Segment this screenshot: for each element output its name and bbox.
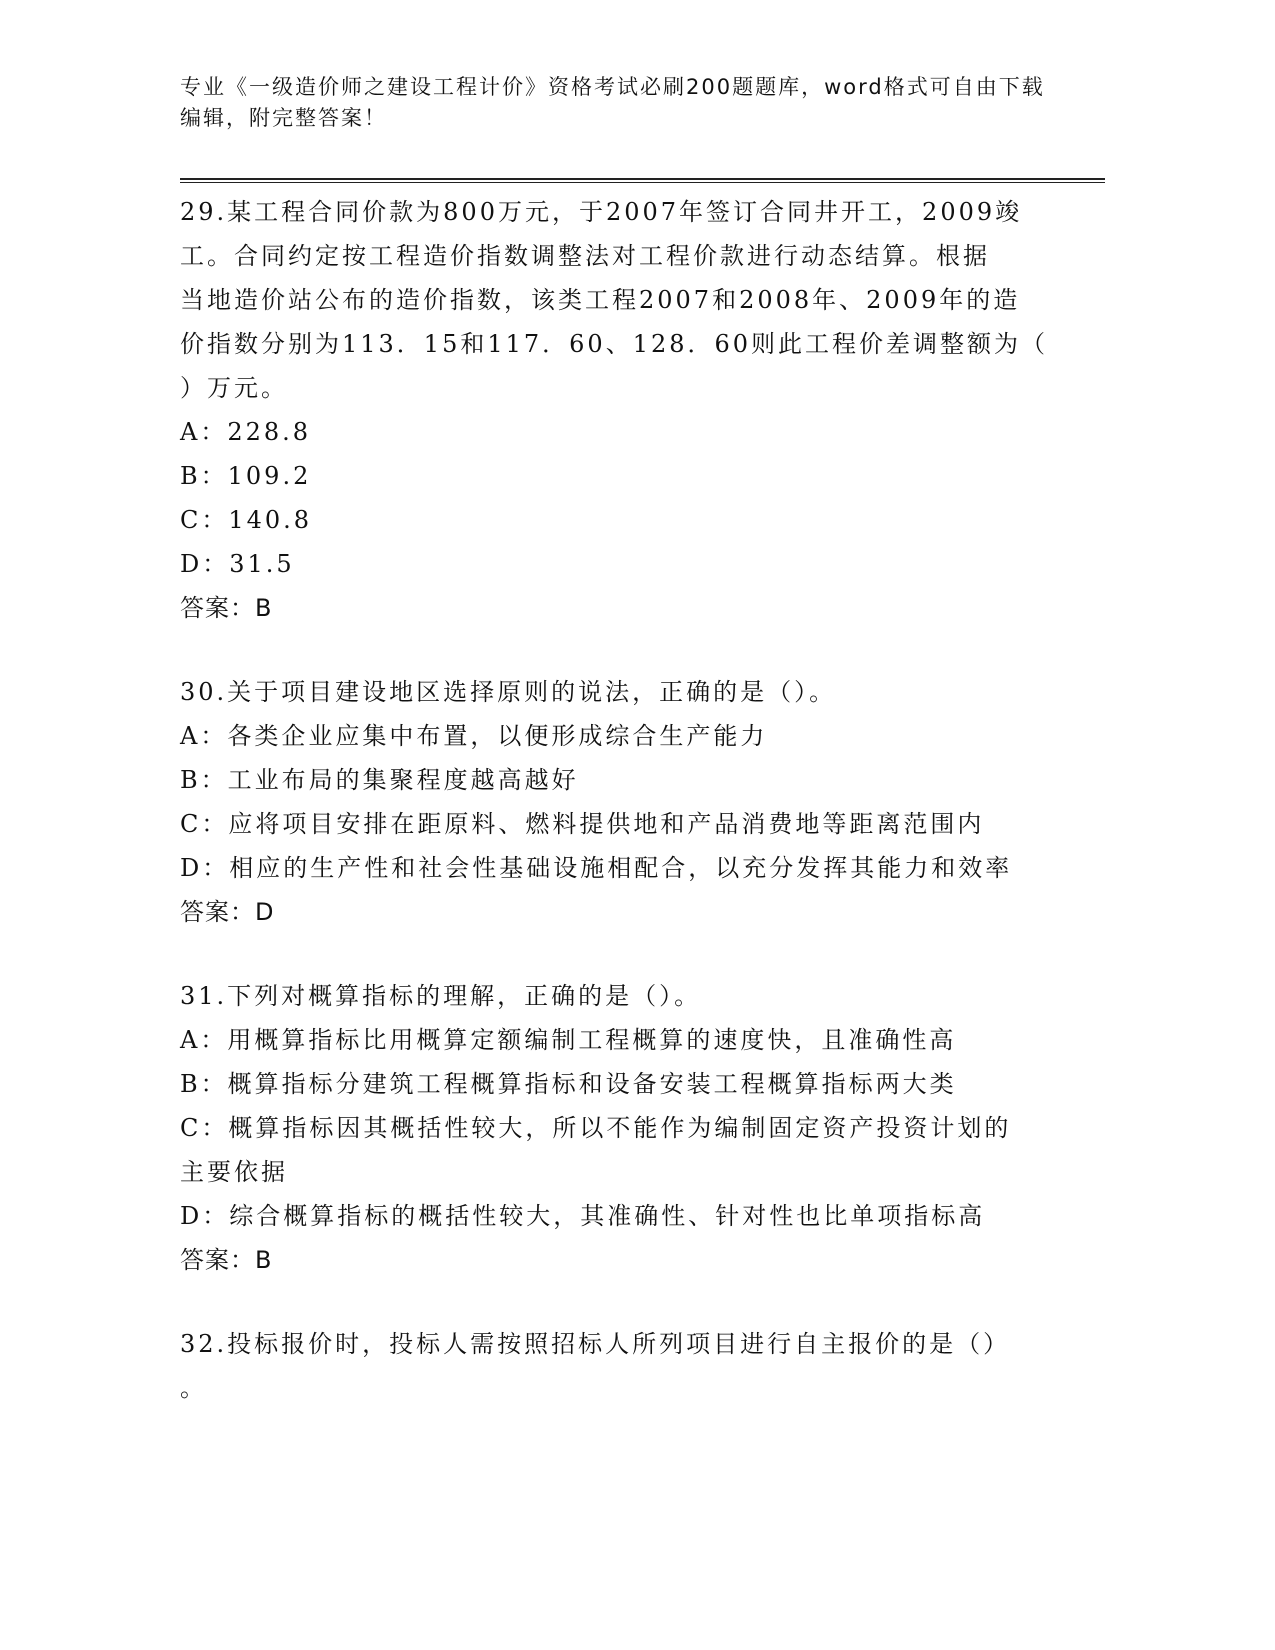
- question-29: [180, 190, 1060, 630]
- option-c: C：概算指标因其概括性较大，所以不能作为编制固定资产投资计划的: [180, 1114, 1012, 1142]
- option-b: B：109.2: [180, 462, 312, 490]
- question-32: [180, 1322, 1060, 1410]
- answer-label: 答案：D: [180, 898, 275, 926]
- answer-label: 答案：B: [180, 594, 273, 622]
- question-stem-line: ）万元。: [180, 374, 288, 402]
- option-c-continued: 主要依据: [180, 1158, 288, 1186]
- option-a: A：228.8: [180, 418, 312, 446]
- question-stem-line: 29.某工程合同价款为800万元，于2007年签订合同井开工，2009竣: [180, 198, 1023, 226]
- question-31: [180, 974, 1060, 1282]
- question-stem-line: 价指数分别为113．15和117．60、128．60则此工程价差调整额为（: [180, 330, 1049, 358]
- answer-label: 答案：B: [180, 1246, 273, 1274]
- question-stem-line: 。: [180, 1374, 207, 1402]
- question-stem-line: 32.投标报价时，投标人需按照招标人所列项目进行自主报价的是（）: [180, 1330, 1011, 1358]
- option-b: B：工业布局的集聚程度越高越好: [180, 766, 579, 794]
- header-divider-thin: [180, 182, 1105, 183]
- question-stem-line: 当地造价站公布的造价指数，该类工程2007和2008年、2009年的造: [180, 286, 1021, 314]
- option-d: D：综合概算指标的概括性较大，其准确性、针对性也比单项指标高: [180, 1202, 986, 1230]
- header-divider: [180, 178, 1105, 180]
- question-30: [180, 670, 1060, 934]
- option-a: A：用概算指标比用概算定额编制工程概算的速度快，且准确性高: [180, 1026, 957, 1054]
- option-d: D：31.5: [180, 550, 295, 578]
- option-c: C：140.8: [180, 506, 313, 534]
- question-list: [180, 190, 1060, 1410]
- option-b: B：概算指标分建筑工程概算指标和设备安装工程概算指标两大类: [180, 1070, 957, 1098]
- question-stem-line: 31.下列对概算指标的理解，正确的是（）。: [180, 982, 702, 1010]
- question-stem-line: 工。合同约定按工程造价指数调整法对工程价款进行动态结算。根据: [180, 242, 990, 270]
- option-d: D：相应的生产性和社会性基础设施相配合，以充分发挥其能力和效率: [180, 854, 1013, 882]
- option-c: C：应将项目安排在距原料、燃料提供地和产品消费地等距离范围内: [180, 810, 985, 838]
- document-header: 专业《一级造价师之建设工程计价》资格考试必刷200题题库，word格式可自由下载编辑，附完整答案！: [180, 75, 1045, 130]
- option-a: A：各类企业应集中布置，以便形成综合生产能力: [180, 722, 768, 750]
- question-stem-line: 30.关于项目建设地区选择原则的说法，正确的是（）。: [180, 678, 837, 706]
